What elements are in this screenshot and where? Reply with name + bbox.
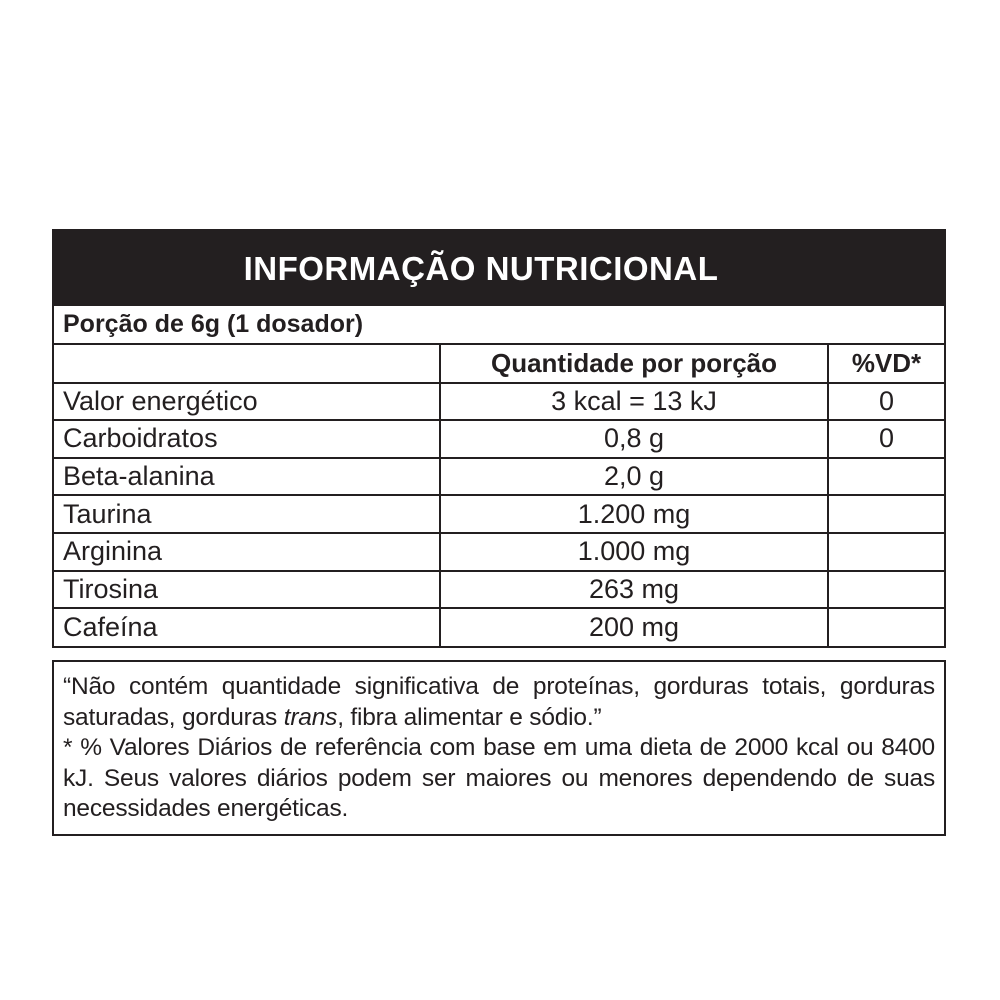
nutrient-name: Valor energético	[54, 383, 440, 421]
nutrient-name: Taurina	[54, 495, 440, 533]
disclaimer-part: “Não contém quantidade significativa de proteínas, gorduras totais, gorduras saturadas, gorduras	[63, 673, 935, 731]
table-header-row	[54, 345, 944, 383]
nutrient-name: Tirosina	[54, 571, 440, 609]
table-row	[54, 420, 944, 458]
nutrient-name: Carboidratos	[54, 420, 440, 458]
nutrition-table	[54, 345, 944, 646]
table-row	[54, 571, 944, 609]
header-vd: %VD*	[828, 345, 944, 383]
serving-size: Porção de 6g (1 dosador)	[54, 306, 944, 345]
nutrient-quantity: 1.200 mg	[440, 495, 828, 533]
footnote-text: * % Valores Diários de referência com base em uma dieta de 2000 kcal ou 8400 kJ. Seus valores diários podem ser maiores ou menores dependendo de suas necessidades energéticas.	[63, 734, 935, 822]
nutrient-name: Arginina	[54, 533, 440, 571]
nutrition-notes	[52, 660, 946, 836]
nutrition-title: INFORMAÇÃO NUTRICIONAL	[54, 231, 944, 306]
disclaimer-part: , fibra alimentar e sódio.”	[337, 703, 602, 731]
nutrient-vd: 0	[828, 420, 944, 458]
table-row	[54, 458, 944, 496]
nutrient-vd	[828, 608, 944, 646]
table-row	[54, 608, 944, 646]
nutrient-name: Cafeína	[54, 608, 440, 646]
nutrient-quantity: 3 kcal = 13 kJ	[440, 383, 828, 421]
nutrient-quantity: 1.000 mg	[440, 533, 828, 571]
nutrient-quantity: 200 mg	[440, 608, 828, 646]
nutrient-quantity: 2,0 g	[440, 458, 828, 496]
header-quantity: Quantidade por porção	[440, 345, 828, 383]
nutrient-vd: 0	[828, 383, 944, 421]
table-row	[54, 383, 944, 421]
nutrient-quantity: 263 mg	[440, 571, 828, 609]
header-nutrient-blank	[54, 345, 440, 383]
nutrient-vd	[828, 533, 944, 571]
table-row	[54, 495, 944, 533]
table-row	[54, 533, 944, 571]
nutrient-vd	[828, 571, 944, 609]
nutrition-facts-panel	[52, 229, 946, 648]
disclaimer-trans: trans	[283, 703, 338, 731]
nutrient-vd	[828, 495, 944, 533]
nutrient-vd	[828, 458, 944, 496]
nutrient-quantity: 0,8 g	[440, 420, 828, 458]
disclaimer-text	[63, 672, 935, 733]
nutrient-name: Beta-alanina	[54, 458, 440, 496]
